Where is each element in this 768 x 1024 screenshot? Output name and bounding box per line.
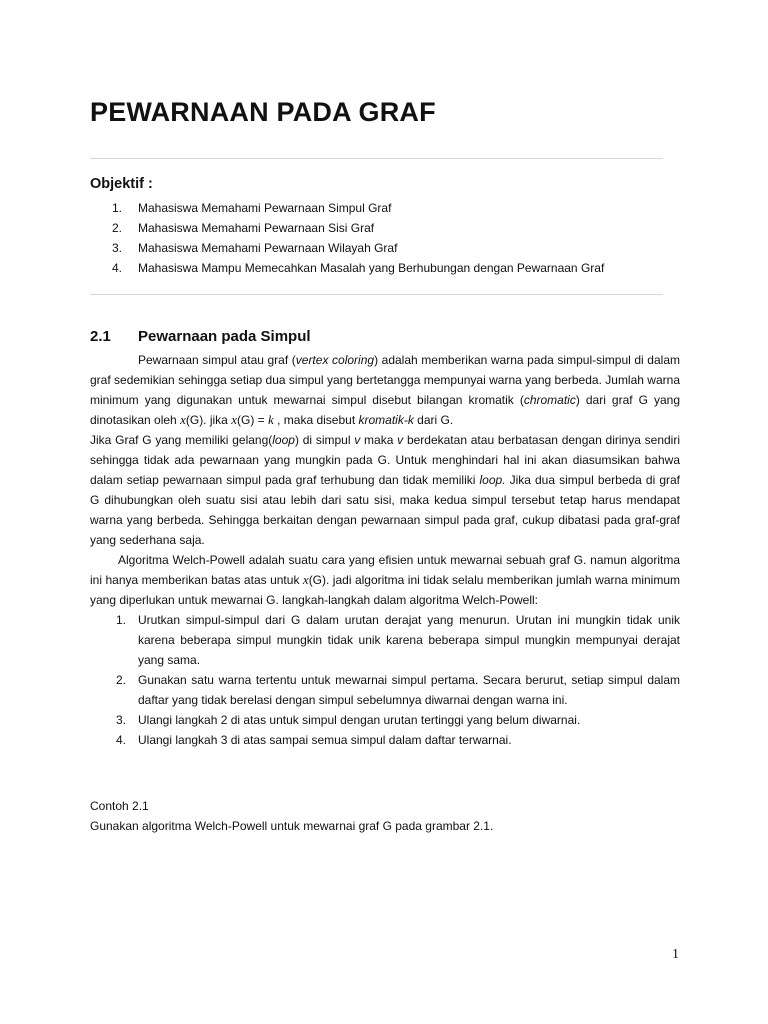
objective-text: Mahasiswa Memahami Pewarnaan Sisi Graf — [138, 221, 375, 235]
example-block — [90, 796, 680, 836]
section-number: 2.1 — [90, 328, 111, 345]
objective-text: Mahasiswa Memahami Pewarnaan Simpul Graf — [138, 201, 392, 215]
section-heading — [90, 328, 311, 345]
algorithm-steps — [90, 610, 680, 750]
objective-text: Mahasiswa Memahami Pewarnaan Wilayah Graf — [138, 241, 398, 255]
objective-item — [90, 258, 680, 278]
objective-number: 3. — [112, 241, 123, 255]
objective-item — [90, 238, 680, 258]
section-title: Pewarnaan pada Simpul — [138, 328, 311, 345]
paragraph-welch-powell: Algoritma Welch-Powell adalah suatu cara yang efisien untuk mewarnai sebuah graf G. namun algoritma ini hanya memberikan batas atas untuk x(G). jadi algoritma ini tidak selalu memberikan jumlah warna minimum yang diperlukan untuk mewarnai G. langkah-langkah dalam algoritma Welch-Powell: — [90, 553, 680, 607]
paragraph-vertex-coloring: Pewarnaan simpul atau graf (vertex coloring) adalah memberikan warna pada simpul-simpul di dalam graf sedemikian sehingga setiap dua simpul yang bertetangga mempunyai warna yang berbeda. Jumlah warna minimum yang digunakan untuk mewarnai simpul disebut bilangan kromatik (chromatic) dari graf G yang dinotasikan oleh x(G). jika x(G) = k , maka disebut kromatik-k dari G. — [90, 353, 680, 427]
objective-number: 4. — [112, 261, 123, 275]
step-item: 3. Ulangi langkah 2 di atas untuk simpul dengan urutan tertinggi yang belum diwarnai. — [116, 713, 581, 727]
objective-item — [90, 198, 680, 218]
paragraph-loop: Jika Graf G yang memiliki gelang(loop) di simpul v maka v berdekatan atau berbatasan dengan dirinya sendiri sehingga tidak ada pewarnaan yang mungkin pada G. Untuk menghindari hal ini akan diasumsikan bahwa dalam setiap pewarnaan simpul pada graf terhubung dan tidak memiliki loop. Jika dua simpul berbeda di graf G dihubungkan oleh suatu sisi atau lebih dari satu sisi, maka kedua simpul tersebut tetap harus mendapat warna yang berbeda. Sehingga berkaitan dengan pewarnaan simpul pada graf, cukup dibatasi pada graf-graf yang sederhana saja. — [90, 433, 680, 547]
chi-symbol: x — [231, 412, 237, 427]
step-item: 2. Gunakan satu warna tertentu untuk mewarnai simpul pertama. Secara berurut, setiap simpul dalam daftar yang tidak berelasi dengan simpul sebelumnya diwarnai dengan warna ini. — [116, 673, 680, 707]
step-item: 4. Ulangi langkah 3 di atas sampai semua simpul dalam daftar terwarnai. — [116, 733, 512, 747]
example-label: Contoh 2.1 — [90, 799, 149, 813]
example-text: Gunakan algoritma Welch-Powell untuk mewarnai graf G pada grambar 2.1. — [90, 819, 494, 833]
objectives-list — [90, 198, 680, 278]
divider-top — [90, 158, 663, 159]
divider-bottom — [90, 294, 663, 295]
page-number: 1 — [672, 947, 679, 962]
objective-item — [90, 218, 680, 238]
objective-number: 1. — [112, 201, 123, 215]
section-body — [90, 350, 680, 750]
document-title: PEWARNAAN PADA GRAF — [90, 97, 436, 127]
objective-number: 2. — [112, 221, 123, 235]
chi-symbol: x — [180, 412, 186, 427]
objectives-heading: Objektif : — [90, 176, 153, 192]
chi-symbol: x — [302, 572, 309, 587]
objective-text: Mahasiswa Mampu Memecahkan Masalah yang Berhubungan dengan Pewarnaan Graf — [138, 261, 605, 275]
step-item: 1. Urutkan simpul-simpul dari G dalam urutan derajat yang menurun. Urutan ini mungkin tidak unik karena beberapa simpul mungkin tidak unik karena beberapa simpul mungkin mempunyai derajat yang sama. — [116, 613, 680, 667]
